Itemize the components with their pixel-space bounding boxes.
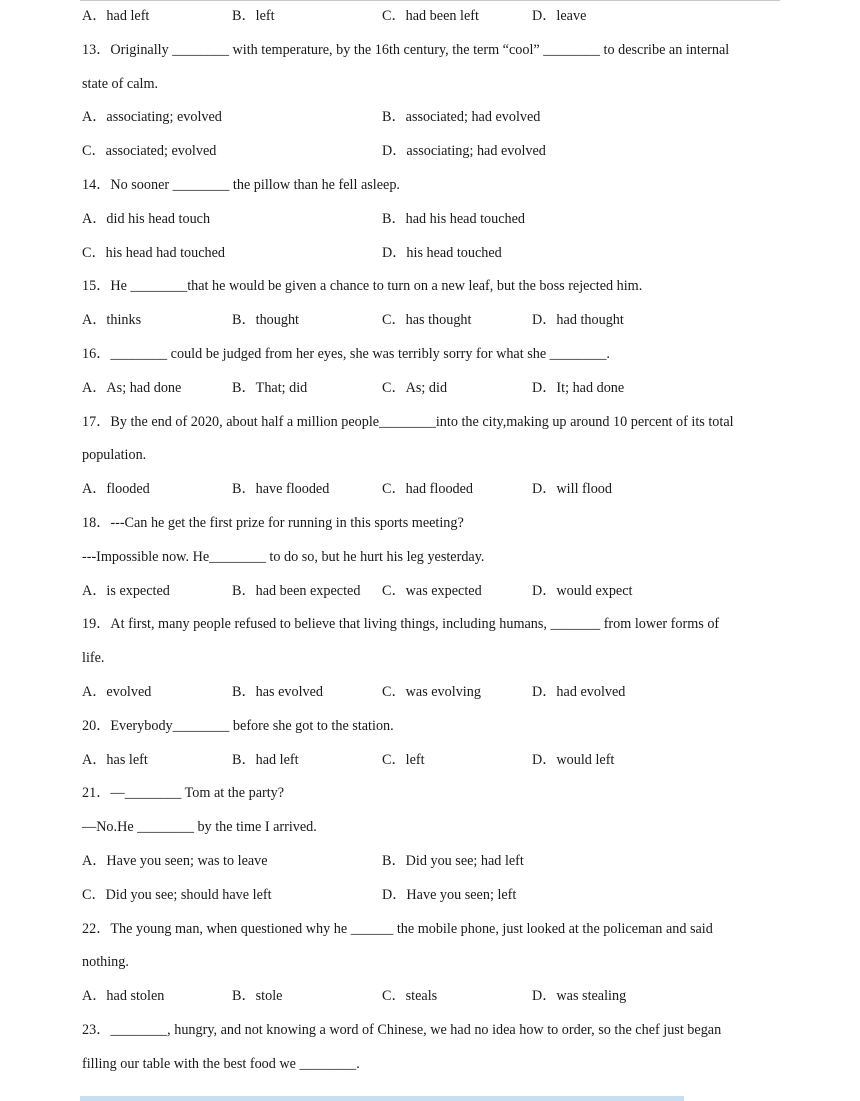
q21-stem-cont: —No.He ________ by the time I arrived. [82,819,317,836]
option-d[interactable]: D．was stealing [532,988,627,1005]
q13-options-row1 [82,101,782,135]
q15-stem: 15．He ________that he would be given a chance to turn on a new leaf, but the boss rejected him. [82,278,643,295]
option-d[interactable]: D．leave [532,8,587,24]
option-a[interactable]: A．had stolen [82,988,165,1005]
option-b[interactable]: B．had been expected [232,582,361,599]
exam-page [82,0,782,1082]
option-a[interactable]: A．evolved [82,683,152,700]
q17-stem-cont: population. [82,447,147,464]
option-d[interactable]: D．It; had done [532,379,625,396]
q19-stem: 19．At first, many people refused to believe that living things, including humans, _______ from lower forms of [82,616,720,633]
q14-stem: 14．No sooner ________ the pillow than he fell asleep. [82,176,400,193]
q16-stem: 16．________ could be judged from her eyes, she was terribly sorry for what she ________. [82,345,610,362]
option-c[interactable]: C．associated; evolved [82,143,217,160]
option-c[interactable]: C．had been left [382,8,479,24]
q22-stem-cont: nothing. [82,954,129,971]
option-c[interactable]: C．his head had touched [82,244,226,261]
option-d[interactable]: D．Have you seen; left [382,886,517,903]
option-d[interactable]: D．would expect [532,582,633,599]
option-c[interactable]: C．left [382,751,425,768]
q12-options [82,0,782,34]
q19-stem-cont: life. [82,650,105,667]
q21-options-row2 [82,879,782,913]
q14-options-row1 [82,203,782,237]
option-b[interactable]: B．left [232,8,275,24]
q13-stem: 13．Originally ________ with temperature, by the 16th century, the term “cool” ________ to describe an internal [82,41,730,58]
option-c[interactable]: C．steals [382,988,438,1005]
q20-options [82,744,782,778]
q18-stem: 18．---Can he get the first prize for running in this sports meeting? [82,514,464,531]
q14-options-row2 [82,237,782,271]
option-a[interactable]: A．Have you seen; was to leave [82,852,268,869]
option-a[interactable]: A．flooded [82,481,150,498]
footer-bar [80,1096,684,1101]
option-c[interactable]: C．was expected [382,582,482,599]
option-d[interactable]: D．will flood [532,481,612,498]
option-c[interactable]: C．was evolving [382,683,481,700]
option-c[interactable]: C．As; did [382,379,448,396]
q13-options-row2 [82,135,782,169]
option-a[interactable]: A．thinks [82,312,142,329]
q22-stem: 22．The young man, when questioned why he ______ the mobile phone, just looked at the policeman and said [82,920,713,937]
option-b[interactable]: B．stole [232,988,283,1005]
option-c[interactable]: C．had flooded [382,481,474,498]
option-a[interactable]: A．As; had done [82,379,182,396]
option-b[interactable]: B．has evolved [232,683,324,700]
option-a[interactable]: A．did his head touch [82,210,211,227]
q15-options [82,304,782,338]
q17-stem: 17．By the end of 2020, about half a million people________into the city,making up around 10 percent of its total [82,413,734,430]
option-d[interactable]: D．had thought [532,312,624,329]
q23-stem: 23．________, hungry, and not knowing a word of Chinese, we had no idea how to order, so the chef just began [82,1021,722,1038]
q21-stem: 21．—________ Tom at the party? [82,785,285,802]
q18-stem-cont: ---Impossible now. He________ to do so, but he hurt his leg yesterday. [82,548,485,565]
q19-options [82,676,782,710]
option-b[interactable]: B．associated; had evolved [382,109,541,126]
option-b[interactable]: B．Did you see; had left [382,852,524,869]
option-d[interactable]: D．his head touched [382,244,502,261]
option-a[interactable]: A．has left [82,751,148,768]
q18-options [82,575,782,609]
option-b[interactable]: B．have flooded [232,481,330,498]
q17-options [82,473,782,507]
option-a[interactable]: A．had left [82,8,150,24]
q16-options [82,372,782,406]
q21-options-row1 [82,845,782,879]
option-b[interactable]: B．had left [232,751,299,768]
q13-stem-cont: state of calm. [82,75,159,92]
q22-options [82,980,782,1014]
option-d[interactable]: D．had evolved [532,683,626,700]
option-b[interactable]: B．thought [232,312,300,329]
option-a[interactable]: A．associating; evolved [82,109,222,126]
q20-stem: 20．Everybody________ before she got to the station. [82,717,394,734]
option-b[interactable]: B．That; did [232,379,308,396]
option-c[interactable]: C．Did you see; should have left [82,886,272,903]
option-d[interactable]: D．would left [532,751,615,768]
option-b[interactable]: B．had his head touched [382,210,526,227]
q23-stem-cont: filling our table with the best food we ________. [82,1055,360,1072]
option-c[interactable]: C．has thought [382,312,472,329]
option-d[interactable]: D．associating; had evolved [382,143,546,160]
option-a[interactable]: A．is expected [82,582,170,599]
